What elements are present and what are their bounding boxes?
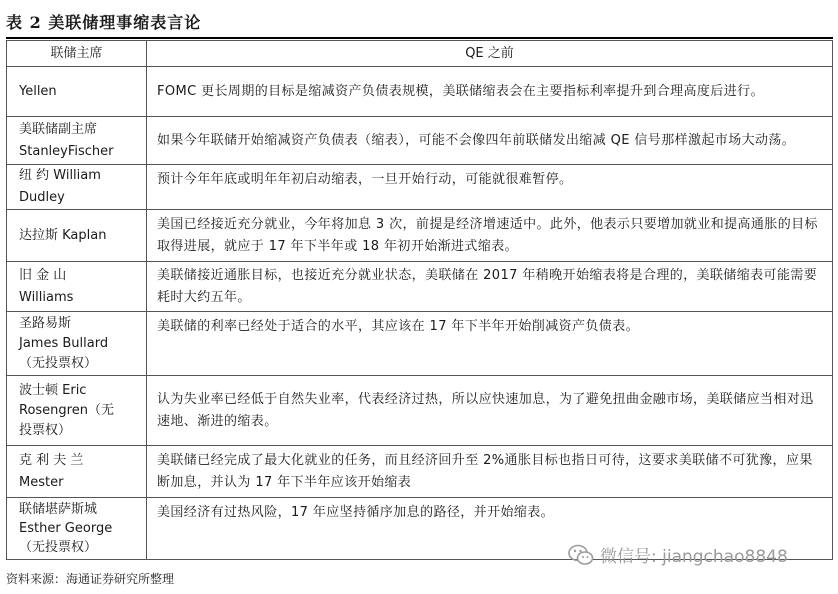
source-note: 资料来源：海通证券研究所整理 <box>6 572 175 586</box>
header-official: 联储主席 <box>7 41 147 67</box>
watermark-text: 微信号: jiangchao8848 <box>600 547 788 567</box>
official-name: 达拉斯 Kaplan <box>7 210 147 262</box>
table-row <box>7 312 833 376</box>
statement-text: 美联储的利率已经处于适合的水平，其应该在 17 年下半年开始削减资产负债表。 <box>147 312 833 376</box>
table-header-row <box>7 41 833 67</box>
table-title: 表 2 美联储理事缩表言论 <box>6 13 202 32</box>
official-name: 纽 约 William Dudley <box>7 165 147 210</box>
statement-text: 美国已经接近充分就业，今年将加息 3 次，前提是经济增速适中。此外，他表示只要增加就业和提高通胀的目标取得进展，就应于 17 年下半年或 18 年初开始渐进式缩表。 <box>147 210 833 262</box>
statement-text: 美联储已经完成了最大化就业的任务，而且经济回升至 2%通胀目标也指日可待，这要求美联储不可犹豫，应果断加息，并认为 17 年下半年应该开始缩表 <box>147 446 833 498</box>
official-name: 波士顿 Eric Rosengren（无 投票权） <box>7 376 147 446</box>
table-row <box>7 262 833 312</box>
official-name: 美联储副主席 StanleyFischer <box>7 117 147 165</box>
official-name: 联储堪萨斯城 Esther George （无投票权） <box>7 498 147 560</box>
statement-text: 美联储接近通胀目标，也接近充分就业状态，美联储在 2017 年稍晚开始缩表将是合理的，美联储缩表可能需要耗时大约五年。 <box>147 262 833 312</box>
official-name: 克 利 夫 兰 Mester <box>7 446 147 498</box>
statement-text: 预计今年年底或明年年初启动缩表，一旦开始行动，可能就很难暂停。 <box>147 165 833 210</box>
official-name: Yellen <box>7 67 147 117</box>
statement-text: 美国经济有过热风险，17 年应坚持循序加息的路径，并开始缩表。 <box>147 498 833 560</box>
official-name: 圣路易斯 James Bullard （无投票权） <box>7 312 147 376</box>
title-rule <box>6 37 833 39</box>
official-name: 旧 金 山 Williams <box>7 262 147 312</box>
statement-text: 认为失业率已经低于自然失业率，代表经济过热，所以应快速加息，为了避免扭曲金融市场，美联储应当相对迅速地、渐进的缩表。 <box>147 376 833 446</box>
table-row <box>7 446 833 498</box>
table-row <box>7 117 833 165</box>
table-row <box>7 165 833 210</box>
statement-text: 如果今年联储开始缩减资产负债表（缩表），可能不会像四年前联储发出缩减 QE 信号那样激起市场大动荡。 <box>147 117 833 165</box>
statements-table <box>6 40 833 560</box>
table-row <box>7 67 833 117</box>
header-statement: QE 之前 <box>147 41 833 67</box>
wechat-icon <box>568 544 594 566</box>
table-row <box>7 376 833 446</box>
statement-text: FOMC 更长周期的目标是缩减资产负债表规模，美联储缩表会在主要指标利率提升到合理高度后进行。 <box>147 67 833 117</box>
wechat-watermark <box>568 542 788 567</box>
table-row <box>7 210 833 262</box>
